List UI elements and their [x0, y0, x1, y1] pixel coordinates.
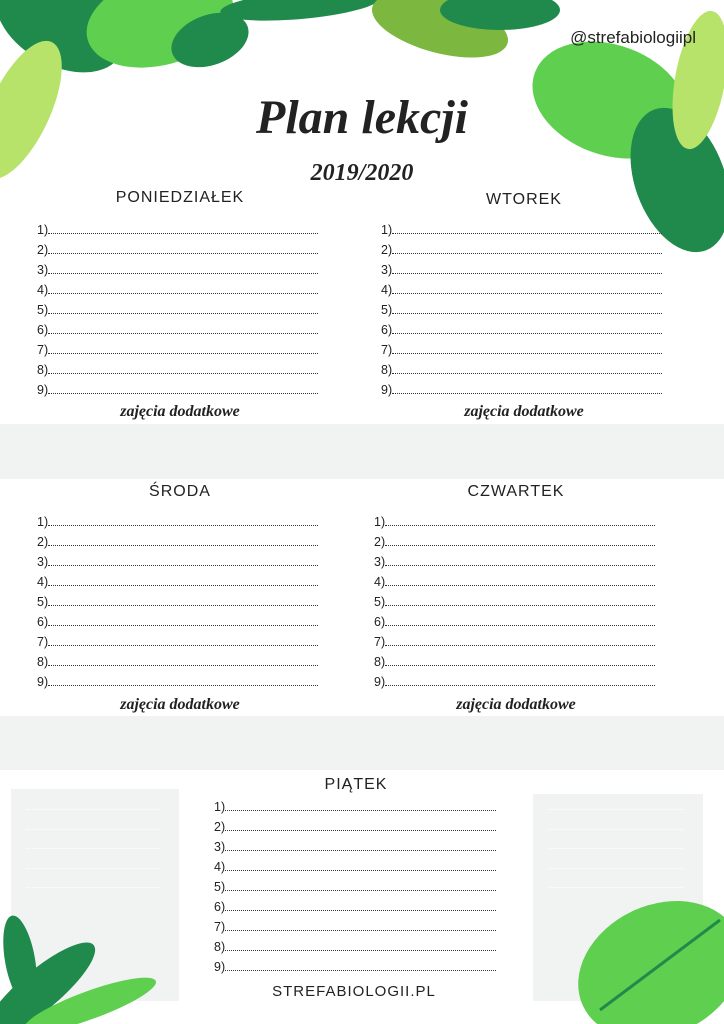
lesson-number: 2) — [374, 535, 386, 549]
dotted-line — [48, 313, 318, 314]
dotted-line — [48, 645, 318, 646]
lesson-number: 6) — [214, 900, 226, 914]
lesson-line[interactable] — [214, 798, 496, 814]
lesson-line[interactable] — [37, 573, 318, 589]
lesson-line[interactable] — [381, 221, 662, 237]
lesson-number: 8) — [374, 655, 386, 669]
dotted-line — [392, 333, 662, 334]
dotted-line — [225, 890, 496, 891]
lesson-number: 5) — [214, 880, 226, 894]
lesson-number: 6) — [374, 615, 386, 629]
page-title: Plan lekcji — [256, 91, 468, 144]
lesson-line[interactable] — [37, 321, 318, 337]
lesson-number: 8) — [37, 655, 49, 669]
extra-activities-label: zajęcia dodatkowe — [120, 696, 240, 713]
dotted-line — [48, 605, 318, 606]
dotted-line — [225, 910, 496, 911]
dotted-line — [385, 645, 655, 646]
dotted-line — [48, 333, 318, 334]
lesson-line[interactable] — [374, 573, 655, 589]
school-year: 2019/2020 — [310, 160, 414, 186]
lesson-line[interactable] — [37, 221, 318, 237]
dotted-line — [225, 850, 496, 851]
lesson-line[interactable] — [37, 513, 318, 529]
lesson-number: 7) — [214, 920, 226, 934]
dotted-line — [385, 545, 655, 546]
dotted-line — [48, 625, 318, 626]
lesson-number: 9) — [37, 383, 49, 397]
lesson-line[interactable] — [374, 653, 655, 669]
lesson-number: 2) — [37, 243, 49, 257]
lesson-number: 5) — [37, 595, 49, 609]
dotted-line — [392, 233, 662, 234]
lesson-line[interactable] — [381, 241, 662, 257]
lesson-line[interactable] — [37, 593, 318, 609]
lesson-number: 7) — [381, 343, 393, 357]
dotted-line — [392, 353, 662, 354]
lesson-number: 5) — [37, 303, 49, 317]
extra-activities-label: zajęcia dodatkowe — [456, 696, 576, 713]
dotted-line — [48, 565, 318, 566]
lesson-number: 8) — [37, 363, 49, 377]
day-heading: PIĄTEK — [324, 776, 388, 793]
extra-activities-label: zajęcia dodatkowe — [464, 403, 584, 420]
lesson-line[interactable] — [37, 301, 318, 317]
dotted-line — [48, 353, 318, 354]
lesson-line[interactable] — [381, 361, 662, 377]
lesson-number: 2) — [381, 243, 393, 257]
dotted-line — [225, 930, 496, 931]
lesson-number: 4) — [381, 283, 393, 297]
lesson-number: 1) — [374, 515, 386, 529]
lesson-number: 7) — [37, 343, 49, 357]
dotted-line — [385, 625, 655, 626]
day-heading: CZWARTEK — [467, 483, 565, 500]
lesson-number: 8) — [214, 940, 226, 954]
day-heading: ŚRODA — [149, 483, 211, 500]
lesson-line[interactable] — [214, 838, 496, 854]
dotted-line — [225, 830, 496, 831]
lesson-number: 9) — [381, 383, 393, 397]
lesson-number: 7) — [374, 635, 386, 649]
lesson-number: 4) — [37, 283, 49, 297]
lesson-number: 3) — [214, 840, 226, 854]
dotted-line — [392, 373, 662, 374]
lesson-line[interactable] — [374, 593, 655, 609]
lesson-number: 7) — [37, 635, 49, 649]
lesson-line[interactable] — [37, 553, 318, 569]
lesson-line[interactable] — [37, 653, 318, 669]
lesson-line[interactable] — [381, 381, 662, 397]
footer-website: STREFABIOLOGII.PL — [272, 983, 436, 1000]
dotted-line — [48, 293, 318, 294]
dotted-line — [225, 810, 496, 811]
extra-activities-label: zajęcia dodatkowe — [120, 403, 240, 420]
dotted-line — [48, 525, 318, 526]
dotted-line — [392, 273, 662, 274]
social-handle: @strefabiologiipl — [570, 28, 696, 47]
dotted-line — [48, 665, 318, 666]
dotted-line — [48, 273, 318, 274]
lesson-line[interactable] — [37, 613, 318, 629]
lesson-number: 3) — [37, 263, 49, 277]
lesson-number: 2) — [37, 535, 49, 549]
lesson-number: 3) — [37, 555, 49, 569]
lesson-number: 2) — [214, 820, 226, 834]
lesson-line[interactable] — [381, 321, 662, 337]
lesson-number: 5) — [381, 303, 393, 317]
lesson-line[interactable] — [381, 301, 662, 317]
dotted-line — [392, 393, 662, 394]
lesson-line[interactable] — [37, 381, 318, 397]
lesson-line[interactable] — [381, 341, 662, 357]
lesson-line[interactable] — [37, 341, 318, 357]
lesson-number: 1) — [381, 223, 393, 237]
lesson-number: 3) — [374, 555, 386, 569]
lesson-line[interactable] — [374, 613, 655, 629]
lesson-number: 3) — [381, 263, 393, 277]
dotted-line — [392, 253, 662, 254]
lesson-line[interactable] — [374, 673, 655, 689]
day-heading: PONIEDZIAŁEK — [115, 189, 245, 206]
lesson-line[interactable] — [381, 261, 662, 277]
lesson-line[interactable] — [214, 818, 496, 834]
dotted-line — [392, 293, 662, 294]
lesson-number: 1) — [37, 515, 49, 529]
lesson-line[interactable] — [37, 673, 318, 689]
lesson-number: 4) — [374, 575, 386, 589]
lesson-line[interactable] — [214, 958, 496, 974]
lesson-number: 4) — [37, 575, 49, 589]
dotted-line — [48, 373, 318, 374]
dotted-line — [385, 565, 655, 566]
lesson-line[interactable] — [37, 241, 318, 257]
dotted-line — [225, 950, 496, 951]
dotted-line — [385, 585, 655, 586]
dotted-line — [385, 525, 655, 526]
lesson-number: 4) — [214, 860, 226, 874]
lesson-number: 1) — [37, 223, 49, 237]
lesson-line[interactable] — [214, 898, 496, 914]
lesson-line[interactable] — [214, 938, 496, 954]
dotted-line — [385, 665, 655, 666]
lesson-line[interactable] — [374, 533, 655, 549]
lesson-line[interactable] — [37, 281, 318, 297]
dotted-line — [48, 393, 318, 394]
lesson-number: 9) — [37, 675, 49, 689]
lesson-line[interactable] — [374, 553, 655, 569]
lesson-number: 8) — [381, 363, 393, 377]
lesson-line[interactable] — [37, 633, 318, 649]
dotted-line — [385, 605, 655, 606]
lesson-number: 6) — [381, 323, 393, 337]
dotted-line — [48, 233, 318, 234]
lesson-line[interactable] — [37, 261, 318, 277]
dotted-line — [225, 870, 496, 871]
lesson-number: 9) — [374, 675, 386, 689]
lesson-line[interactable] — [381, 281, 662, 297]
lesson-number: 9) — [214, 960, 226, 974]
lesson-number: 1) — [214, 800, 226, 814]
dotted-line — [48, 253, 318, 254]
day-heading: WTOREK — [486, 191, 562, 208]
lesson-line[interactable] — [37, 361, 318, 377]
lesson-line[interactable] — [37, 533, 318, 549]
dotted-line — [385, 685, 655, 686]
lesson-line[interactable] — [214, 878, 496, 894]
dotted-line — [48, 545, 318, 546]
lesson-number: 6) — [37, 615, 49, 629]
lesson-line[interactable] — [374, 513, 655, 529]
lesson-line[interactable] — [214, 858, 496, 874]
lesson-line[interactable] — [374, 633, 655, 649]
dotted-line — [392, 313, 662, 314]
dotted-line — [48, 585, 318, 586]
dotted-line — [225, 970, 496, 971]
lesson-number: 5) — [374, 595, 386, 609]
dotted-line — [48, 685, 318, 686]
lesson-line[interactable] — [214, 918, 496, 934]
lesson-number: 6) — [37, 323, 49, 337]
